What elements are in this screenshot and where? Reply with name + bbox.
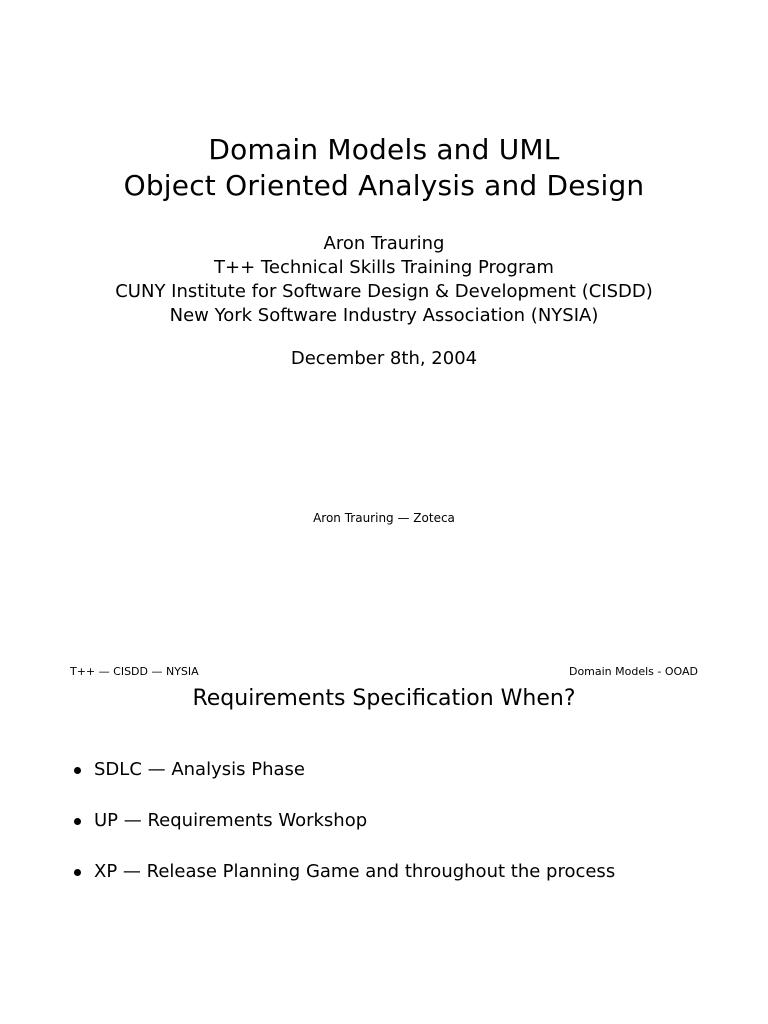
program-name: T++ Technical Skills Training Program xyxy=(214,257,554,278)
presentation-date: December 8th, 2004 xyxy=(290,348,478,369)
title-line-2: Object Oriented Analysis and Design xyxy=(123,169,645,202)
title-block xyxy=(0,132,768,204)
bullet-text: UP — Requirements Workshop xyxy=(94,810,368,831)
slide-header-left: T++ — CISDD — NYSIA xyxy=(70,665,199,678)
slide-header-right: Domain Models - OOAD xyxy=(568,665,698,678)
slide-footer: Aron Trauring — Zoteca xyxy=(313,511,455,525)
institute-name: CUNY Institute for Software Design & Development (CISDD) xyxy=(115,281,653,302)
bullet-icon xyxy=(74,767,81,774)
bullet-text: SDLC — Analysis Phase xyxy=(94,759,305,780)
author-block xyxy=(0,232,768,328)
list-item xyxy=(74,808,615,834)
list-item xyxy=(74,859,615,885)
bullet-list xyxy=(74,757,615,910)
bullet-icon xyxy=(74,818,81,825)
bullet-text: XP — Release Planning Game and throughout the process xyxy=(94,861,616,882)
association-name: New York Software Industry Association (NYSIA) xyxy=(169,305,599,326)
slide-title: Requirements Specification When? xyxy=(192,686,576,711)
title-line-1: Domain Models and UML xyxy=(208,133,560,166)
bullet-icon xyxy=(74,869,81,876)
author-name: Aron Trauring xyxy=(323,233,445,254)
list-item xyxy=(74,757,615,783)
